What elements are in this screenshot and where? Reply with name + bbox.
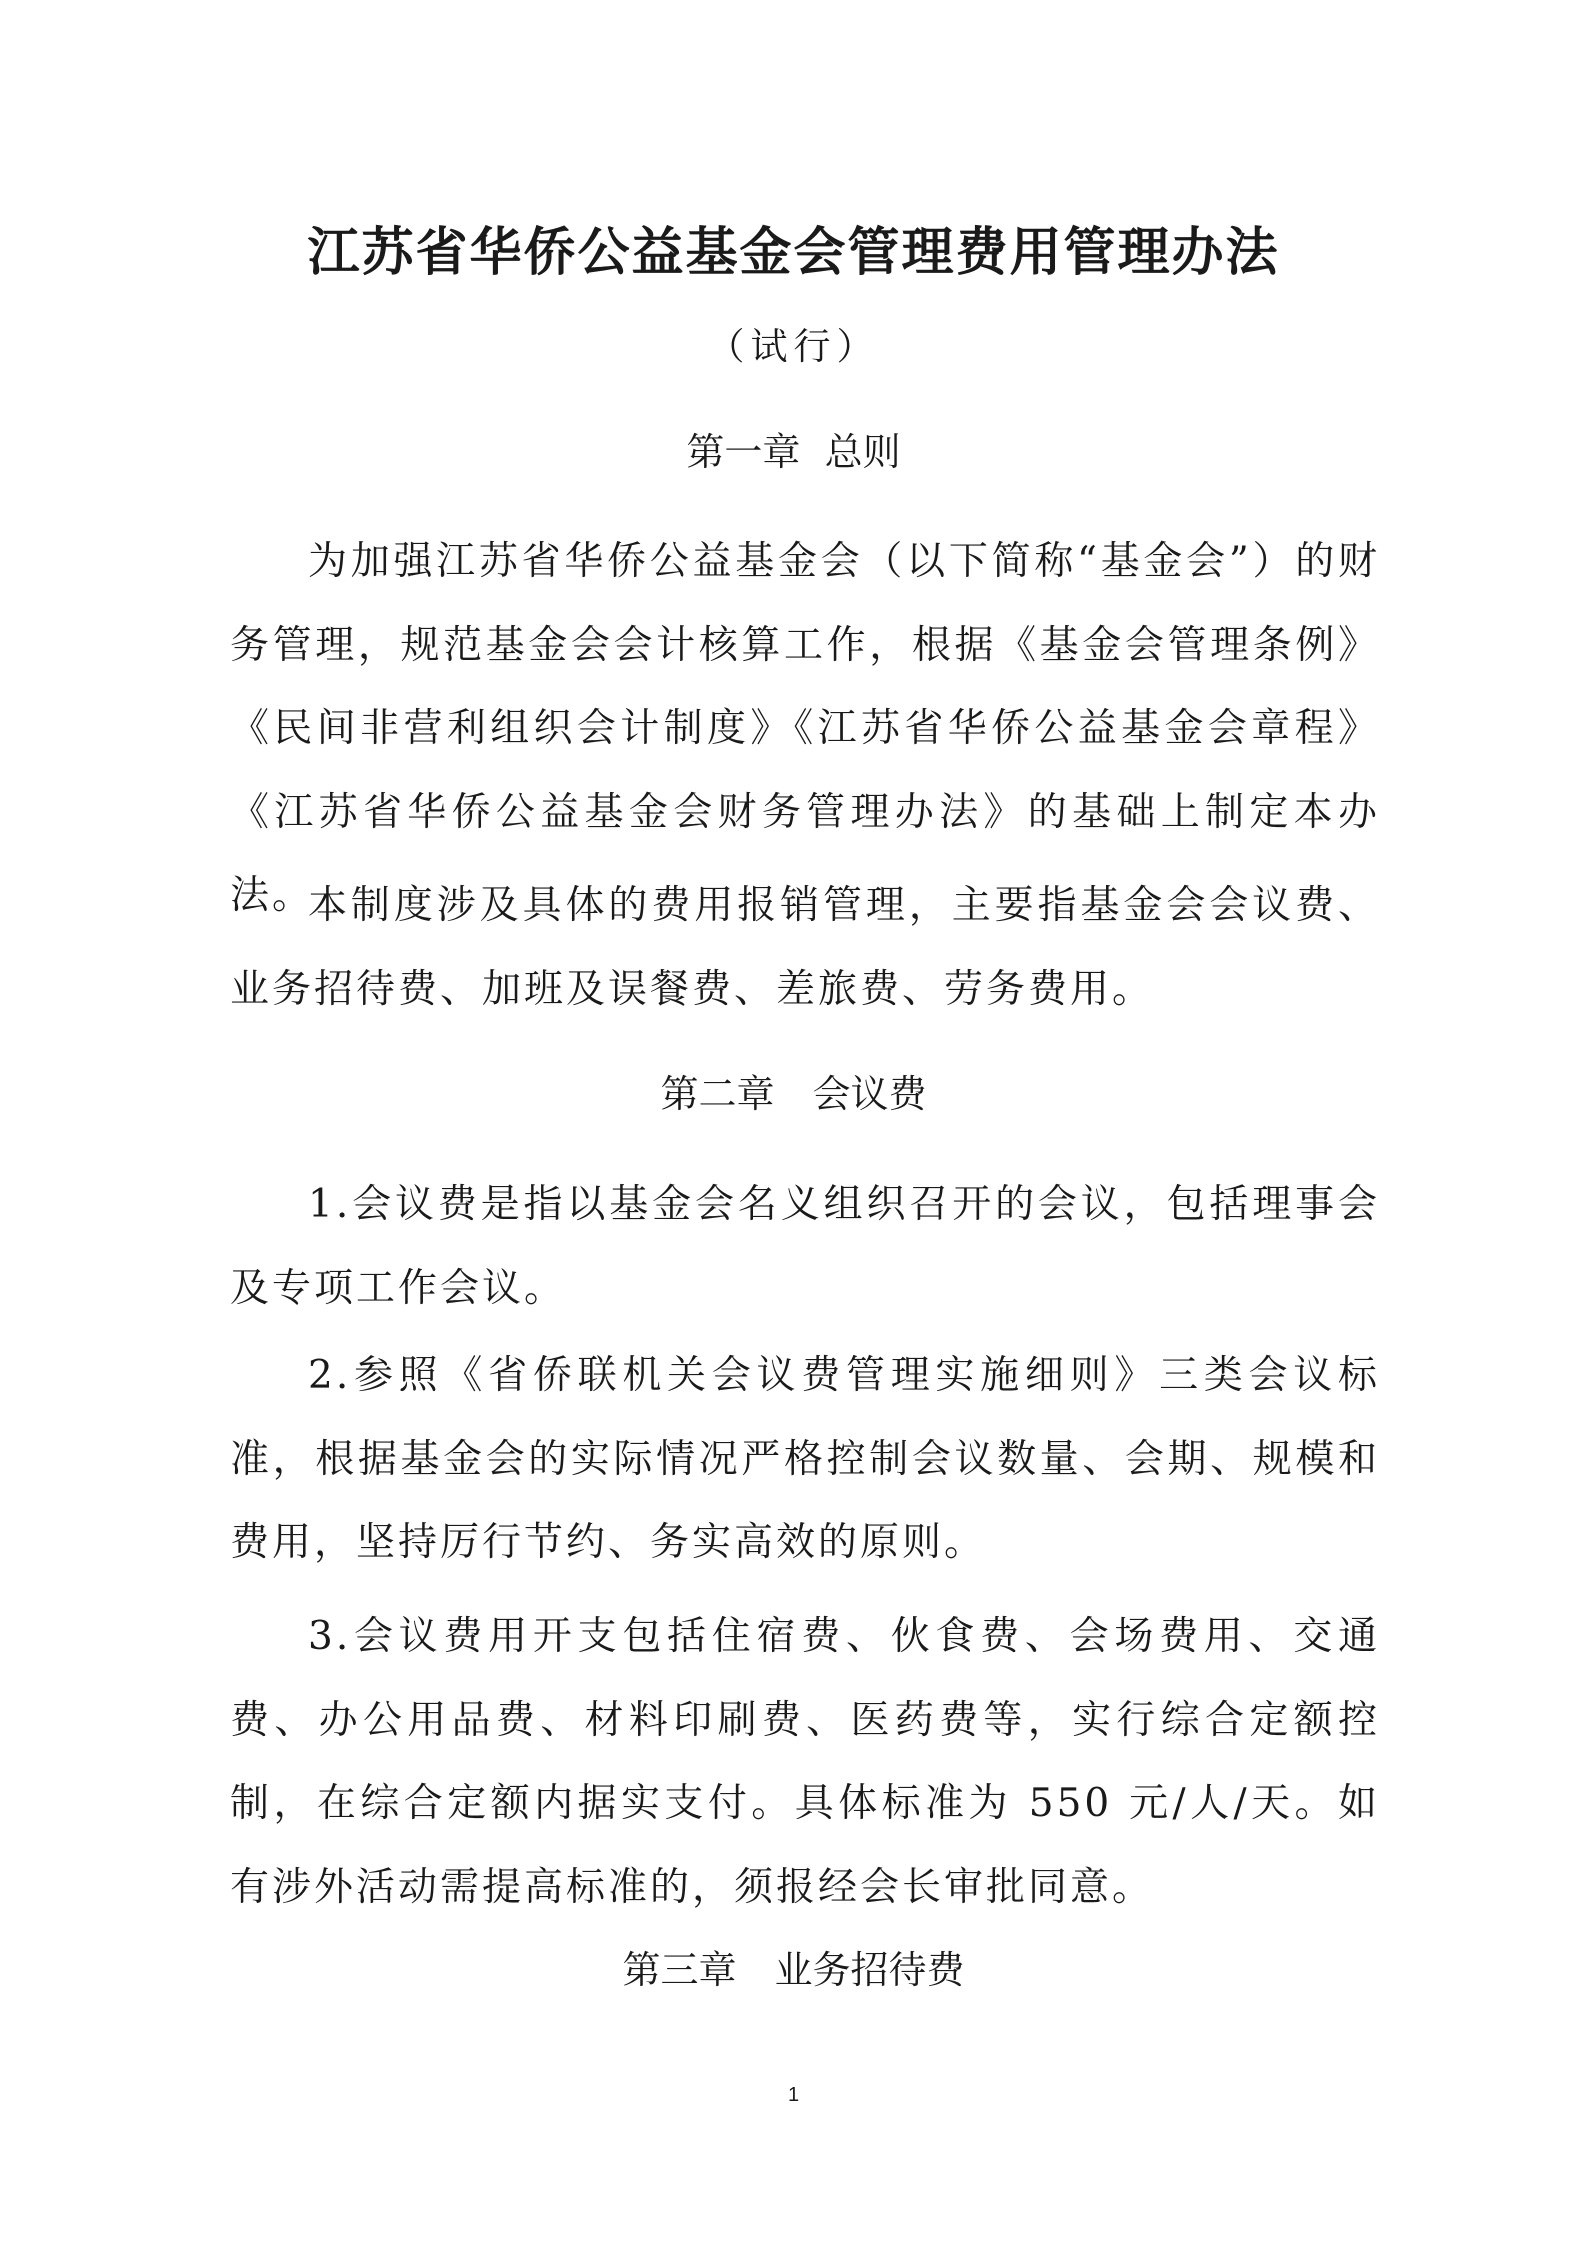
paragraph xyxy=(230,1595,1380,1929)
paragraph xyxy=(230,1163,1380,1330)
page-number: 1 xyxy=(787,2084,800,2106)
paragraph xyxy=(230,1334,1380,1585)
document-subtitle: （试行） xyxy=(707,325,880,368)
chapter-heading-3: 第三章 业务招待费 xyxy=(622,1948,965,1992)
paragraph-text: 3.会议费用开支包括住宿费、伙食费、会场费用、交通费、办公用品费、材料印刷费、医药费等，实行综合定额控制，在综合定额内据实支付。具体标准为 550 元/人/天。如有涉外活动需提高标准的，须报经会长审批同意。 xyxy=(230,1614,1380,1910)
paragraph-text: 1.会议费是指以基金会名义组织召开的会议，包括理事会及专项工作会议。 xyxy=(230,1182,1380,1311)
paragraph-text: 本制度涉及具体的费用报销管理，主要指基金会会议费、业务招待费、加班及误餐费、差旅费、劳务费用。 xyxy=(230,883,1380,1012)
paragraph-text: 为加强江苏省华侨公益基金会（以下简称“基金会”）的财务管理，规范基金会会计核算工作，根据《基金会管理条例》《民间非营利组织会计制度》《江苏省华侨公益基金会章程》《江苏省华侨公益基金会财务管理办法》的基础上制定本办法。 xyxy=(230,539,1380,918)
paragraph-text: 2.参照《省侨联机关会议费管理实施细则》三类会议标准，根据基金会的实际情况严格控制会议数量、会期、规模和费用，坚持厉行节约、务实高效的原则。 xyxy=(230,1353,1380,1565)
paragraph xyxy=(230,864,1380,1031)
document-title: 江苏省华侨公益基金会管理费用管理办法 xyxy=(307,222,1280,283)
chapter-heading-1: 第一章 总则 xyxy=(686,430,901,474)
chapter-heading-2: 第二章 会议费 xyxy=(660,1072,927,1116)
